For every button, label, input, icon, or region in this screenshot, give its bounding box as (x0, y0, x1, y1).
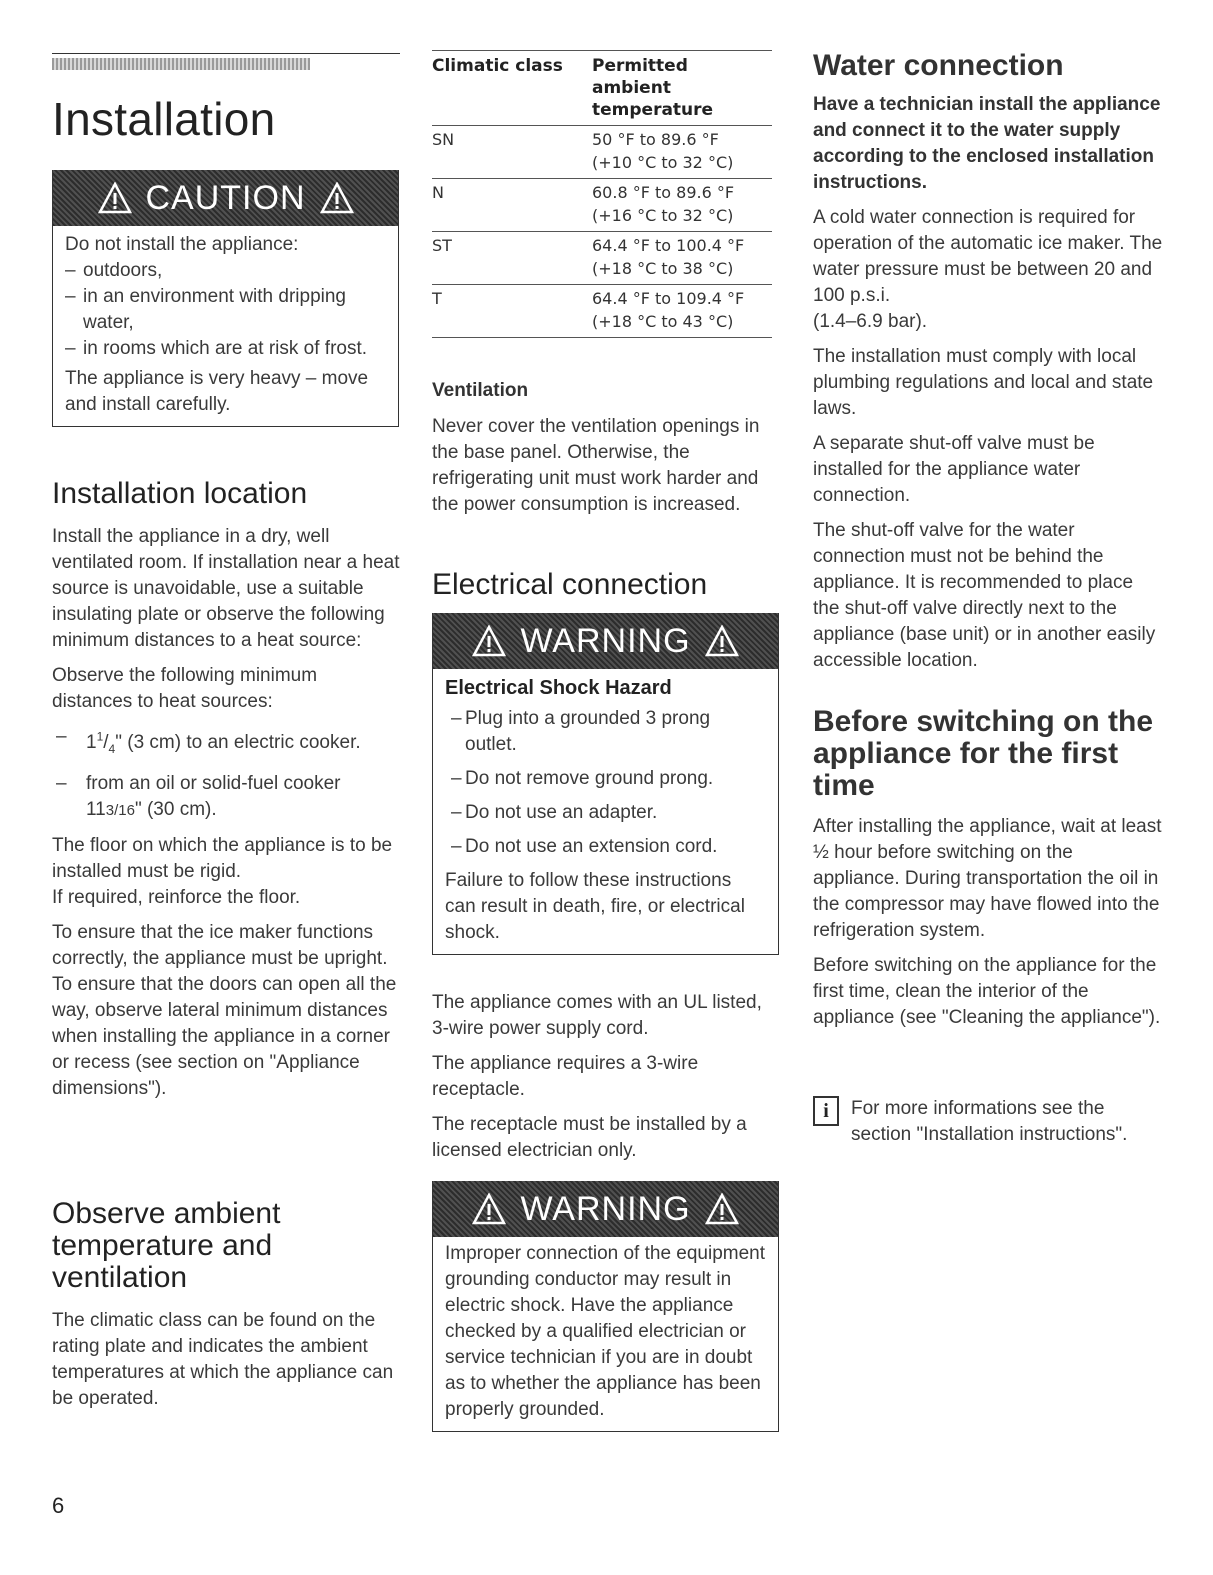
info-note (813, 1096, 1163, 1148)
distance-list (52, 724, 400, 824)
caution-intro: Do not install the appliance: (65, 234, 299, 255)
water-connection-section (813, 50, 1163, 683)
section-heading: Water connection (813, 49, 1064, 82)
table-row (432, 232, 772, 285)
warning-triangle-icon (320, 182, 354, 214)
warning-footer: Failure to follow these instructions can result in death, fire, or electrical shock. (445, 870, 745, 943)
paragraph: The appliance comes with an UL listed, 3-wire power supply cord. (432, 992, 762, 1039)
top-rule (52, 53, 400, 54)
table-cell: SN (432, 130, 455, 149)
ambient-section (52, 1198, 400, 1412)
warning-triangle-icon (472, 1193, 506, 1225)
info-text: For more informations see the section "Installation instructions". (851, 1098, 1128, 1145)
warning-triangle-icon (472, 625, 506, 657)
warning-title: WARNING (520, 621, 691, 660)
subheading: Ventilation (432, 380, 529, 401)
page-title: Installation (52, 93, 276, 145)
table-cell: 64.4 °F to 109.4 °F (+18 °C to 43 °C) (592, 289, 745, 331)
table-cell: 60.8 °F to 89.6 °F (+16 °C to 32 °C) (592, 183, 735, 225)
warning-header (433, 613, 778, 669)
warning-header (433, 1181, 778, 1237)
list-item: – Plug into a grounded 3 prong outlet. (451, 708, 711, 755)
section-heading: Installation location (52, 477, 308, 510)
list-item: – in an environment with dripping water, (65, 286, 346, 333)
info-icon: i (813, 1096, 839, 1126)
list-item: – outdoors, (65, 260, 163, 281)
warning-triangle-icon (98, 182, 132, 214)
paragraph: The receptacle must be installed by a licensed electrician only. (432, 1114, 747, 1161)
warning-body (433, 669, 778, 954)
climate-class-table (432, 50, 772, 338)
warning-triangle-icon (705, 1193, 739, 1225)
paragraph: Before switching on the appliance for the first time, clean the interior of the appliance (see "Cleaning the appliance"). (813, 955, 1161, 1028)
column-header: Permitted ambient temperature (592, 56, 714, 120)
bold-paragraph: Have a technician install the appliance and connect it to the water supply according to the enclosed installation instructions. (813, 94, 1161, 193)
warning-subtitle: Electrical Shock Hazard (445, 677, 672, 699)
paragraph: The floor on which the appliance is to be installed must be rigid. (52, 835, 393, 883)
section-heading: Electrical connection (432, 568, 708, 601)
list-item: – from an oil or solid-fuel cooker 113/16" (30 cm). (56, 773, 341, 821)
installation-location-section (52, 478, 400, 1111)
paragraph: The installation must comply with local plumbing regulations and local and state laws. (813, 346, 1154, 419)
section-heading: Before switching on the appliance for the first time (813, 705, 1154, 802)
electrical-section (432, 569, 780, 601)
list-item: – Do not use an adapter. (451, 802, 658, 823)
section-heading: Observe ambient temperature and ventilation (52, 1197, 281, 1294)
list-item: – $1^1/_4$" (3 cm) to an electric cooker. (56, 726, 361, 757)
warning-triangle-icon (705, 625, 739, 657)
paragraph: Never cover the ventilation openings in the base panel. Otherwise, the refrigerating unit must work harder and the power consumption is increased. (432, 416, 760, 515)
caution-header (53, 170, 398, 226)
list-item: – Do not use an extension cord. (451, 836, 718, 857)
page-number: 6 (52, 1493, 65, 1518)
electrical-paragraphs (432, 990, 777, 1173)
warning-box-grounding (432, 1181, 779, 1432)
table-cell: N (432, 183, 444, 202)
warning-list (445, 706, 766, 860)
caution-footer: The appliance is very heavy – move and install carefully. (65, 368, 369, 415)
before-switching-section (813, 706, 1163, 1040)
paragraph: (1.4–6.9 bar). (813, 311, 928, 332)
list-item: – Do not remove ground prong. (451, 768, 714, 789)
table-cell: ST (432, 236, 452, 255)
column-header: Climatic class (432, 56, 563, 76)
warning-text: Improper connection of the equipment grounding conductor may result in electric shock. Have the appliance checked by a qualified electrician or service technician if you are in doubt as to whether the appliance has been properly grounded. (445, 1243, 766, 1420)
paragraph: After installing the appliance, wait at least ½ hour before switching on the appliance. During transportation the oil in the compressor may have flowed into the refrigeration system. (813, 816, 1162, 941)
caution-list (53, 258, 386, 362)
table-cell: 50 °F to 89.6 °F (+10 °C to 32 °C) (592, 130, 734, 172)
climate-table-wrap (432, 50, 772, 338)
table-header-row (432, 51, 772, 126)
paragraph: The shut-off valve for the water connection must not be behind the appliance. It is recommended to place the shut-off valve directly next to the appliance (base unit) or in another easily accessible location. (813, 520, 1156, 671)
table-cell: 64.4 °F to 100.4 °F (+18 °C to 38 °C) (592, 236, 745, 278)
paragraph: The climatic class can be found on the rating plate and indicates the ambient temperatures at which the appliance can be operated. (52, 1310, 394, 1409)
table-row (432, 285, 772, 338)
ventilation-section (432, 378, 777, 518)
warning-box-shock (432, 613, 779, 955)
paragraph: Observe the following minimum distances to heat sources: (52, 665, 318, 712)
caution-body (53, 226, 398, 426)
table-row (432, 126, 772, 179)
paragraph: If required, reinforce the floor. (52, 887, 301, 909)
warning-title: WARNING (520, 1189, 691, 1228)
paragraph: A separate shut-off valve must be installed for the appliance water connection. (813, 433, 1095, 506)
paragraph: The appliance requires a 3-wire receptacle. (432, 1053, 699, 1100)
header-hatch-bar (52, 58, 310, 70)
warning-body (433, 1237, 778, 1431)
paragraph: A cold water connection is required for operation of the automatic ice maker. The water pressure must be between 20 and 100 p.s.i. (813, 207, 1163, 306)
list-item: – in rooms which are at risk of frost. (65, 338, 368, 359)
table-row (432, 179, 772, 232)
paragraph: To ensure that the ice maker functions correctly, the appliance must be upright. To ensure that the doors can open all the way, observe lateral minimum distances when installing the appliance in a corner or recess (see section on "Appliance dimensions"). (52, 922, 397, 1100)
caution-box (52, 170, 399, 427)
paragraph: Install the appliance in a dry, well ventilated room. If installation near a heat source is unavoidable, use a suitable insulating plate or observe the following minimum distances to a heat source: (52, 526, 400, 651)
caution-title: CAUTION (145, 178, 306, 217)
table-cell: T (432, 289, 442, 308)
